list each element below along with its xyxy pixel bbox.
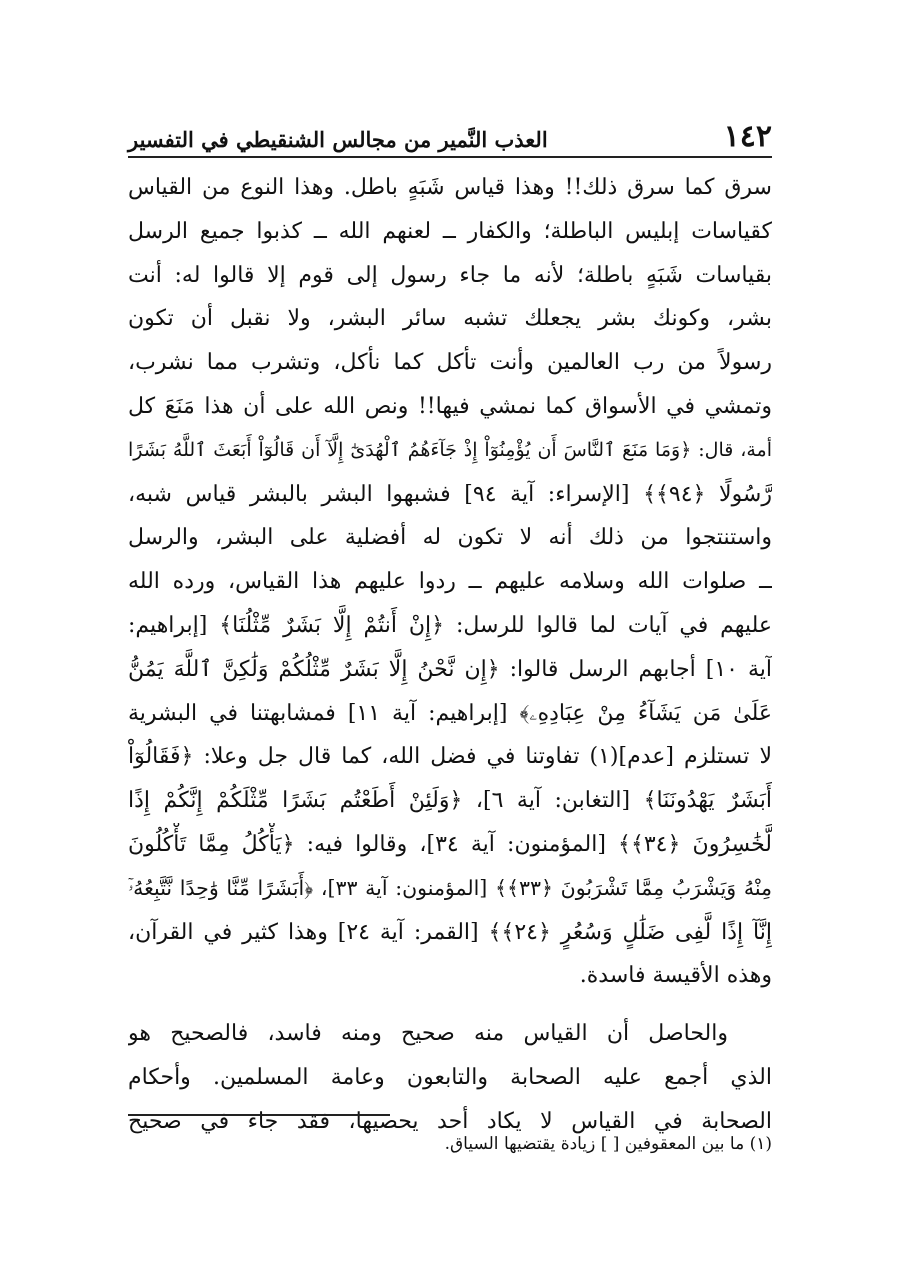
quran-quote-line: مِنْهُ وَيَشْرَبُ مِمَّا تَشْرَبُونَ ﴿٣٣﴾﴾ [المؤمنون: آية ٣٣]، ﴿أَبَشَرًا مِّنَّا وَٰحِدًا نَّتَّبِعُهُۥٓ: [128, 875, 772, 900]
text-line: كقياسات إبليس الباطلة؛ والكفار ــ لعنهم الله ــ كذبوا جميع الرسل: [128, 218, 772, 244]
footnote-separator: [128, 1114, 390, 1116]
text-line: بشر، وكونك بشر يجعلك تشبه سائر البشر، ولا نقبل أن تكون: [128, 306, 772, 332]
text-line: الصحابة في القياس لا يكاد أحد يحصيها، فقد جاء في صحيح: [128, 1108, 772, 1134]
page-number: ١٤٢: [723, 119, 772, 154]
text-line: وتمشي في الأسواق كما نمشي فيها!! ونص الله على أن هذا مَنَعَ كل: [128, 393, 772, 419]
paragraph-spacer: [128, 998, 772, 1012]
quran-quote-line: عَلَىٰ مَن يَشَآءُ مِنْ عِبَادِهِۦ﴾ [إبراهيم: آية ١١] فمشابهتنا في البشرية: [128, 700, 772, 726]
paragraph-1: [128, 166, 772, 998]
page-body: [128, 166, 772, 1144]
quran-quote-line: عليهم في آيات لما قالوا للرسل: ﴿إِنْ أَنتُمْ إِلَّا بَشَرٌ مِّثْلُنَا﴾ [إبراهيم:: [128, 612, 772, 638]
quran-quote-line: لَّخَٰسِرُونَ ﴿٣٤﴾﴾ [المؤمنون: آية ٣٤]، وقالوا فيه: ﴿يَأْكُلُ مِمَّا تَأْكُلُونَ: [128, 831, 772, 857]
text-line: سرق كما سرق ذلك!! وهذا قياس شَبَهٍ باطل. وهذا النوع من القياس: [128, 175, 772, 200]
text-line: رسولاً من رب العالمين وأنت تأكل كما نأكل، وتشرب مما نشرب،: [128, 350, 772, 376]
paragraph-2: [128, 1012, 772, 1143]
quran-quote-line: أمة، قال: ﴿وَمَا مَنَعَ ٱلنَّاسَ أَن يُؤْمِنُوٓاْ إِذْ جَآءَهُمُ ٱلْهُدَىٰٓ إِلَّآ أَن قَالُوٓاْ أَبَعَثَ ٱللَّهُ بَشَرًا: [128, 438, 772, 461]
footnote: (١) ما بين المعقوفين [ ] زيادة يقتضيها السياق.: [444, 1134, 772, 1154]
quran-quote-line: رَّسُولًا ﴿٩٤﴾﴾ [الإسراء: آية ٩٤] فشبهوا البشر بالبشر قياس شبه،: [128, 481, 772, 507]
text-line: بقياسات شَبَهٍ باطلة؛ لأنه ما جاء رسول إلى قوم إلا قالوا له: أنت: [128, 262, 772, 288]
running-title: العذب النَّمير من مجالس الشنقيطي في التفسير: [128, 127, 548, 152]
text-line: ــ صلوات الله وسلامه عليهم ــ ردوا عليهم هذا القياس، ورده الله: [128, 569, 772, 595]
quran-quote-line: آية ١٠] أجابهم الرسل قالوا: ﴿إِن نَّحْنُ إِلَّا بَشَرٌ مِّثْلُكُمْ وَلَٰكِنَّ ٱللَّهَ يَمُنُّ: [128, 656, 772, 682]
quran-quote-line: إِنَّآ إِذًا لَّفِى ضَلَٰلٍ وَسُعُرٍ ﴿٢٤﴾﴾ [القمر: آية ٢٤] وهذا كثير في القرآن،: [128, 919, 772, 945]
text-line-with-footnote-ref: لا تستلزم [عدم](١) تفاوتنا في فضل الله، كما قال جل وعلا: ﴿فَقَالُوٓاْ: [128, 744, 772, 770]
text-line: الذي أجمع عليه الصحابة والتابعون وعامة المسلمين. وأحكام: [128, 1064, 772, 1090]
quran-quote-line: أَبَشَرٌ يَهْدُونَنَا﴾ [التغابن: آية ٦]، ﴿وَلَئِنْ أَطَعْتُم بَشَرًا مِّثْلَكُمْ إِنَّكُمْ إِذًا: [128, 788, 772, 814]
page-header: [128, 112, 772, 158]
text-line: والحاصل أن القياس منه صحيح ومنه فاسد، فالصحيح هو: [128, 1021, 728, 1047]
text-line: وهذه الأقيسة فاسدة.: [579, 963, 772, 989]
text-line: واستنتجوا من ذلك أنه لا تكون له أفضلية على البشر، والرسل: [128, 525, 772, 551]
